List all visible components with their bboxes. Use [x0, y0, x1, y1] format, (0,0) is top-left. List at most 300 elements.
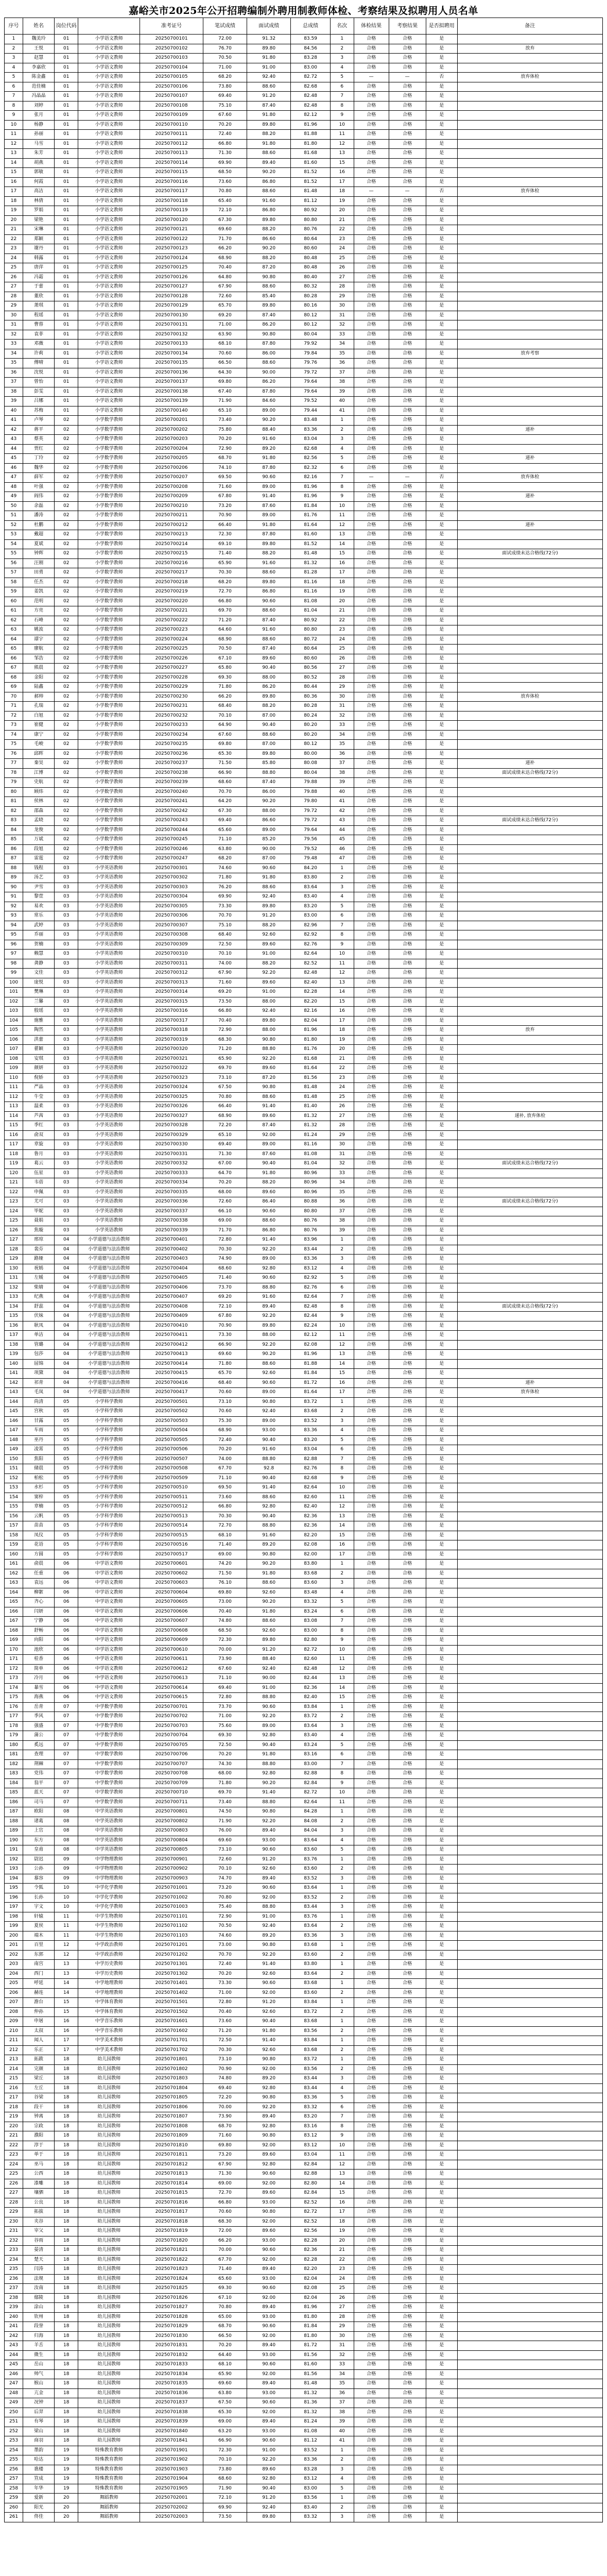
cell-name: 叶强	[23, 482, 55, 492]
cell-post-code: 18	[55, 2103, 78, 2112]
cell-rank: 31	[330, 311, 354, 320]
cell-physical-result: 合格	[354, 778, 389, 788]
cell-remark	[457, 1445, 602, 1455]
cell-total-score: 83.72	[291, 2007, 331, 2017]
cell-remark	[457, 883, 602, 892]
table-row	[5, 2112, 603, 2122]
cell-total-score: 81.96	[291, 482, 331, 492]
cell-hire-status: 是	[426, 520, 457, 530]
cell-physical-result: 合格	[354, 873, 389, 883]
cell-interview-score: 89.40	[247, 1302, 291, 1312]
cell-interview-score: 89.00	[247, 1388, 291, 1398]
cell-name: 耿凤	[23, 1321, 55, 1331]
cell-physical-result: 合格	[354, 1149, 389, 1159]
cell-remark	[457, 244, 602, 254]
cell-post-code: 15	[55, 2007, 78, 2017]
cell-hire-status: 是	[426, 2475, 457, 2484]
cell-inspection-result: 合格	[389, 530, 426, 540]
cell-interview-score: 90.20	[247, 1778, 291, 1788]
cell-written-score: 69.30	[203, 2284, 247, 2294]
cell-exam-number: 20250700137	[140, 378, 203, 387]
cell-total-score: 81.48	[291, 187, 331, 197]
cell-post-code: 03	[55, 1102, 78, 1112]
cell-remark	[457, 1645, 602, 1655]
cell-hire-status: 是	[426, 1369, 457, 1379]
cell-inspection-result: 合格	[389, 730, 426, 740]
cell-hire-status: 是	[426, 1693, 457, 1703]
cell-exam-number: 20250700304	[140, 892, 203, 902]
cell-remark: 面试成绩未达合格线(72分)	[457, 1302, 602, 1312]
cell-total-score: 83.52	[291, 1416, 331, 1426]
cell-inspection-result: 合格	[389, 539, 426, 549]
cell-inspection-result: 合格	[389, 1188, 426, 1197]
cell-interview-score: 87.80	[247, 340, 291, 349]
cell-post-name: 幼儿园教师	[78, 2064, 140, 2074]
cell-interview-score: 89.60	[247, 1111, 291, 1121]
cell-written-score: 70.20	[203, 1969, 247, 1979]
cell-post-code: 02	[55, 825, 78, 835]
cell-written-score: 65.40	[203, 196, 247, 206]
cell-written-score: 70.50	[203, 54, 247, 63]
cell-inspection-result: 合格	[389, 1712, 426, 1722]
cell-hire-status: 是	[426, 349, 457, 359]
cell-remark: 面试成绩未达合格线(72分)	[457, 549, 602, 559]
cell-post-name: 小学英语教师	[78, 1016, 140, 1026]
cell-written-score: 72.50	[203, 1740, 247, 1750]
cell-post-code: 06	[55, 1617, 78, 1626]
cell-physical-result: 合格	[354, 234, 389, 244]
cell-name: 蒋平	[23, 425, 55, 435]
cell-written-score: 71.20	[203, 1045, 247, 1055]
cell-written-score: 73.40	[203, 416, 247, 426]
cell-post-name: 小学英语教师	[78, 1168, 140, 1178]
table-row	[5, 2026, 603, 2036]
cell-total-score: 83.16	[291, 1750, 331, 1760]
cell-name: 濮阳	[23, 2131, 55, 2141]
cell-remark	[457, 702, 602, 711]
cell-remark	[457, 2360, 602, 2370]
cell-post-code: 04	[55, 1312, 78, 1321]
cell-remark	[457, 2122, 602, 2131]
cell-post-name: 幼儿园教师	[78, 2360, 140, 2370]
cell-post-name: 小学数学教师	[78, 806, 140, 816]
cell-physical-result: 合格	[354, 702, 389, 711]
cell-remark	[457, 530, 602, 540]
cell-post-code: 06	[55, 1569, 78, 1579]
cell-rank: 17	[330, 568, 354, 578]
cell-inspection-result: 合格	[389, 2303, 426, 2313]
cell-hire-status: 是	[426, 863, 457, 873]
cell-post-name: 舞蹈教师	[78, 2513, 140, 2522]
cell-written-score: 70.60	[203, 349, 247, 359]
table-row	[5, 73, 603, 82]
cell-inspection-result: 合格	[389, 797, 426, 807]
cell-written-score: 71.10	[203, 1674, 247, 1684]
cell-physical-result: 合格	[354, 2398, 389, 2408]
cell-interview-score: 92.8	[247, 1464, 291, 1474]
cell-written-score: 71.60	[203, 978, 247, 988]
cell-post-code: 20	[55, 2494, 78, 2503]
cell-name: 施雅	[23, 1016, 55, 1026]
cell-row-index: 164	[5, 1588, 23, 1598]
cell-interview-score: 93.00	[247, 2350, 291, 2360]
cell-hire-status: 是	[426, 1721, 457, 1731]
table-row	[5, 558, 603, 568]
cell-row-index: 260	[5, 2503, 23, 2513]
cell-exam-number: 20250701840	[140, 2427, 203, 2436]
cell-written-score: 67.60	[203, 1664, 247, 1674]
cell-row-index: 90	[5, 883, 23, 892]
cell-written-score: 74.60	[203, 863, 247, 873]
cell-total-score: 81.32	[291, 2388, 331, 2398]
cell-post-code: 05	[55, 1483, 78, 1493]
table-row	[5, 1454, 603, 1464]
cell-interview-score: 91.40	[247, 492, 291, 502]
cell-written-score: 70.20	[203, 1445, 247, 1455]
cell-name: 白旭	[23, 711, 55, 721]
cell-exam-number: 20250700314	[140, 988, 203, 997]
cell-hire-status: 是	[426, 1035, 457, 1045]
cell-hire-status: 是	[426, 930, 457, 940]
cell-row-index: 28	[5, 292, 23, 301]
table-row	[5, 997, 603, 1007]
cell-interview-score: 90.20	[247, 244, 291, 254]
table-row	[5, 1340, 603, 1350]
cell-inspection-result: 合格	[389, 1769, 426, 1779]
table-row	[5, 2189, 603, 2198]
cell-post-code: 03	[55, 1111, 78, 1121]
cell-exam-number: 20250700203	[140, 435, 203, 445]
cell-total-score: 83.96	[291, 1235, 331, 1245]
cell-hire-status: 是	[426, 921, 457, 930]
cell-interview-score: 86.80	[247, 206, 291, 216]
cell-post-code: 14	[55, 1979, 78, 1989]
cell-post-name: 幼儿园教师	[78, 2150, 140, 2160]
col-header: 考察结果	[389, 18, 426, 35]
cell-row-index: 87	[5, 854, 23, 864]
cell-physical-result: 合格	[354, 2331, 389, 2341]
cell-post-code: 02	[55, 616, 78, 625]
cell-total-score: 81.68	[291, 149, 331, 159]
cell-post-name: 中学数学教师	[78, 1798, 140, 1807]
cell-name: 令狐	[23, 1884, 55, 1893]
cell-physical-result: 合格	[354, 1988, 389, 1998]
cell-interview-score: 86.00	[247, 787, 291, 797]
cell-name: 尤可	[23, 1197, 55, 1207]
cell-hire-status: 是	[426, 1865, 457, 1874]
cell-name: 尹雪	[23, 883, 55, 892]
cell-interview-score: 93.00	[247, 2312, 291, 2322]
cell-hire-status: 是	[426, 2436, 457, 2446]
cell-name: 夹谷	[23, 2217, 55, 2227]
cell-remark	[457, 1416, 602, 1426]
cell-row-index: 45	[5, 454, 23, 464]
cell-post-name: 小学英语教师	[78, 1197, 140, 1207]
cell-post-name: 小学英语教师	[78, 902, 140, 911]
cell-remark	[457, 2494, 602, 2503]
cell-total-score: 81.16	[291, 587, 331, 597]
cell-physical-result: 合格	[354, 654, 389, 664]
cell-interview-score: 90.60	[247, 1702, 291, 1712]
cell-inspection-result: 合格	[389, 1941, 426, 1951]
cell-post-name: 小学数学教师	[78, 702, 140, 711]
cell-row-index: 77	[5, 759, 23, 769]
cell-row-index: 72	[5, 711, 23, 721]
cell-post-name: 幼儿园教师	[78, 2236, 140, 2246]
cell-name: 花语	[23, 1540, 55, 1550]
cell-row-index: 209	[5, 2017, 23, 2027]
cell-post-name: 幼儿园教师	[78, 2350, 140, 2360]
cell-post-code: 18	[55, 2083, 78, 2093]
cell-inspection-result: —	[389, 473, 426, 483]
cell-rank: 3	[330, 2513, 354, 2522]
cell-name: 兰馨	[23, 997, 55, 1007]
cell-row-index: 174	[5, 1683, 23, 1693]
cell-post-code: 02	[55, 568, 78, 578]
cell-hire-status: 是	[426, 92, 457, 101]
table-row	[5, 1531, 603, 1540]
cell-physical-result: 合格	[354, 2484, 389, 2494]
cell-post-code: 18	[55, 2417, 78, 2427]
cell-exam-number: 20250701802	[140, 2064, 203, 2074]
cell-post-code: 03	[55, 1207, 78, 1216]
cell-post-name: 中学语文教师	[78, 1674, 140, 1684]
cell-row-index: 210	[5, 2026, 23, 2036]
cell-exam-number: 20250701829	[140, 2322, 203, 2332]
cell-total-score: 83.36	[291, 1931, 331, 1941]
cell-rank: 16	[330, 558, 354, 568]
table-row	[5, 2093, 603, 2103]
cell-post-code: 06	[55, 1607, 78, 1617]
cell-remark	[457, 1540, 602, 1550]
cell-name: 阳光	[23, 2503, 55, 2513]
cell-written-score: 67.10	[203, 654, 247, 664]
cell-exam-number: 20250700517	[140, 1550, 203, 1560]
cell-written-score: 69.60	[203, 2379, 247, 2389]
cell-remark	[457, 120, 602, 130]
cell-post-code: 11	[55, 1931, 78, 1941]
cell-remark	[457, 1836, 602, 1845]
cell-total-score: 80.16	[291, 301, 331, 311]
cell-rank: 2	[330, 873, 354, 883]
col-header: 备注	[457, 18, 602, 35]
cell-hire-status: 是	[426, 2284, 457, 2294]
cell-physical-result: 合格	[354, 139, 389, 149]
cell-interview-score: 88.20	[247, 921, 291, 930]
cell-name: 宁静	[23, 1617, 55, 1626]
table-row	[5, 253, 603, 263]
cell-interview-score: 90.40	[247, 664, 291, 673]
cell-physical-result: 合格	[354, 1378, 389, 1388]
cell-exam-number: 20250700505	[140, 1435, 203, 1445]
cell-written-score: 68.40	[203, 702, 247, 711]
cell-written-score: 67.30	[203, 215, 247, 225]
cell-remark	[457, 35, 602, 44]
cell-total-score: 83.64	[291, 883, 331, 892]
cell-rank: 22	[330, 1064, 354, 1074]
cell-row-index: 104	[5, 1016, 23, 1026]
cell-post-name: 小学数学教师	[78, 673, 140, 683]
cell-post-code: 06	[55, 1674, 78, 1684]
cell-exam-number: 20250701501	[140, 1998, 203, 2008]
cell-hire-status: 是	[426, 2379, 457, 2389]
cell-inspection-result: 合格	[389, 244, 426, 254]
cell-row-index: 93	[5, 911, 23, 921]
cell-name: 唐萍	[23, 263, 55, 273]
cell-exam-number: 20250701811	[140, 2150, 203, 2160]
cell-written-score: 68.70	[203, 454, 247, 464]
cell-inspection-result: 合格	[389, 1340, 426, 1350]
cell-exam-number: 20250701003	[140, 1903, 203, 1912]
table-row	[5, 549, 603, 559]
table-row	[5, 1502, 603, 1512]
cell-inspection-result: 合格	[389, 1302, 426, 1312]
table-row	[5, 215, 603, 225]
table-row	[5, 664, 603, 673]
cell-name: 祝嫣	[23, 1264, 55, 1274]
cell-post-name: 小学语文教师	[78, 35, 140, 44]
cell-total-score: 83.68	[291, 2017, 331, 2027]
cell-written-score: 68.70	[203, 2322, 247, 2332]
table-row	[5, 1321, 603, 1331]
cell-post-code: 20	[55, 2513, 78, 2522]
cell-post-name: 中学英语教师	[78, 1817, 140, 1826]
cell-post-code: 03	[55, 959, 78, 969]
cell-row-index: 244	[5, 2350, 23, 2360]
cell-hire-status: 是	[426, 1407, 457, 1417]
cell-post-name: 小学英语教师	[78, 1130, 140, 1140]
cell-name: 尚清	[23, 1397, 55, 1407]
cell-post-code: 02	[55, 520, 78, 530]
cell-post-name: 小学语文教师	[78, 368, 140, 378]
cell-name: 尉迟	[23, 1855, 55, 1865]
cell-hire-status: 是	[426, 454, 457, 464]
cell-written-score: 75.10	[203, 101, 247, 111]
cell-post-code: 03	[55, 883, 78, 892]
cell-name: 强盛	[23, 1721, 55, 1731]
cell-row-index: 43	[5, 435, 23, 445]
table-row	[5, 683, 603, 692]
cell-inspection-result: 合格	[389, 892, 426, 902]
table-row	[5, 1159, 603, 1169]
cell-inspection-result: 合格	[389, 1693, 426, 1703]
cell-row-index: 12	[5, 139, 23, 149]
cell-written-score: 69.40	[203, 1683, 247, 1693]
cell-total-score: 80.96	[291, 1178, 331, 1188]
cell-row-index: 59	[5, 587, 23, 597]
cell-inspection-result: 合格	[389, 2083, 426, 2093]
cell-name: 熊晨	[23, 664, 55, 673]
cell-physical-result: 合格	[354, 63, 389, 73]
cell-remark	[457, 1064, 602, 1074]
cell-remark	[457, 1702, 602, 1712]
cell-hire-status: 是	[426, 683, 457, 692]
cell-post-code: 06	[55, 1588, 78, 1598]
cell-written-score: 70.90	[203, 1321, 247, 1331]
cell-physical-result: 合格	[354, 978, 389, 988]
cell-interview-score: 89.80	[247, 1321, 291, 1331]
table-row	[5, 1016, 603, 1026]
cell-interview-score: 92.80	[247, 1264, 291, 1274]
cell-total-score: 80.44	[291, 683, 331, 692]
cell-interview-score: 89.00	[247, 825, 291, 835]
cell-exam-number: 20250701803	[140, 2074, 203, 2084]
cell-post-name: 小学语文教师	[78, 158, 140, 168]
cell-post-code: 07	[55, 1721, 78, 1731]
cell-written-score: 71.40	[203, 549, 247, 559]
cell-hire-status: 是	[426, 1712, 457, 1722]
cell-inspection-result: 合格	[389, 1350, 426, 1360]
cell-remark	[457, 1884, 602, 1893]
cell-written-score: 76.20	[203, 883, 247, 892]
cell-post-code: 18	[55, 2369, 78, 2379]
cell-hire-status: 是	[426, 702, 457, 711]
cell-hire-status: 是	[426, 253, 457, 263]
cell-written-score: 67.40	[203, 387, 247, 397]
table-row	[5, 1274, 603, 1283]
cell-row-index: 55	[5, 549, 23, 559]
cell-interview-score: 90.40	[247, 2017, 291, 2027]
cell-rank: 17	[330, 177, 354, 187]
table-row	[5, 196, 603, 206]
cell-inspection-result: 合格	[389, 825, 426, 835]
cell-physical-result: 合格	[354, 1560, 389, 1569]
cell-physical-result: 合格	[354, 2455, 389, 2465]
table-row	[5, 2503, 603, 2513]
cell-remark	[457, 149, 602, 159]
cell-hire-status: 是	[426, 2388, 457, 2398]
cell-inspection-result: 合格	[389, 1416, 426, 1426]
cell-row-index: 240	[5, 2312, 23, 2322]
table-row	[5, 1979, 603, 1989]
cell-interview-score: 90.60	[247, 1884, 291, 1893]
cell-total-score: 81.48	[291, 549, 331, 559]
cell-physical-result: 合格	[354, 911, 389, 921]
cell-name: 丁玲	[23, 454, 55, 464]
cell-remark	[457, 1979, 602, 1989]
cell-remark	[457, 2369, 602, 2379]
cell-row-index: 7	[5, 92, 23, 101]
cell-exam-number: 20250700510	[140, 1483, 203, 1493]
cell-post-code: 04	[55, 1331, 78, 1341]
cell-post-name: 小学科学教师	[78, 1493, 140, 1502]
cell-written-score: 70.90	[203, 2064, 247, 2074]
cell-post-code: 01	[55, 282, 78, 292]
cell-remark	[457, 1054, 602, 1064]
table-row	[5, 1721, 603, 1731]
cell-written-score: 67.80	[203, 492, 247, 502]
cell-row-index: 162	[5, 1569, 23, 1579]
cell-remark	[457, 1950, 602, 1960]
cell-name: 史航	[23, 778, 55, 788]
cell-written-score: 65.10	[203, 406, 247, 416]
cell-row-index: 40	[5, 406, 23, 416]
cell-post-code: 05	[55, 1397, 78, 1407]
cell-remark: 放弃体检	[457, 73, 602, 82]
cell-hire-status: 是	[426, 2189, 457, 2198]
cell-rank: 20	[330, 206, 354, 216]
cell-interview-score: 90.60	[247, 1274, 291, 1283]
table-row	[5, 759, 603, 769]
cell-remark	[457, 2265, 602, 2275]
cell-physical-result: 合格	[354, 730, 389, 740]
cell-exam-number: 20250701838	[140, 2408, 203, 2417]
cell-remark	[457, 1435, 602, 1445]
cell-physical-result: 合格	[354, 1111, 389, 1121]
cell-physical-result: 合格	[354, 330, 389, 340]
table-row	[5, 797, 603, 807]
cell-inspection-result: 合格	[389, 1445, 426, 1455]
